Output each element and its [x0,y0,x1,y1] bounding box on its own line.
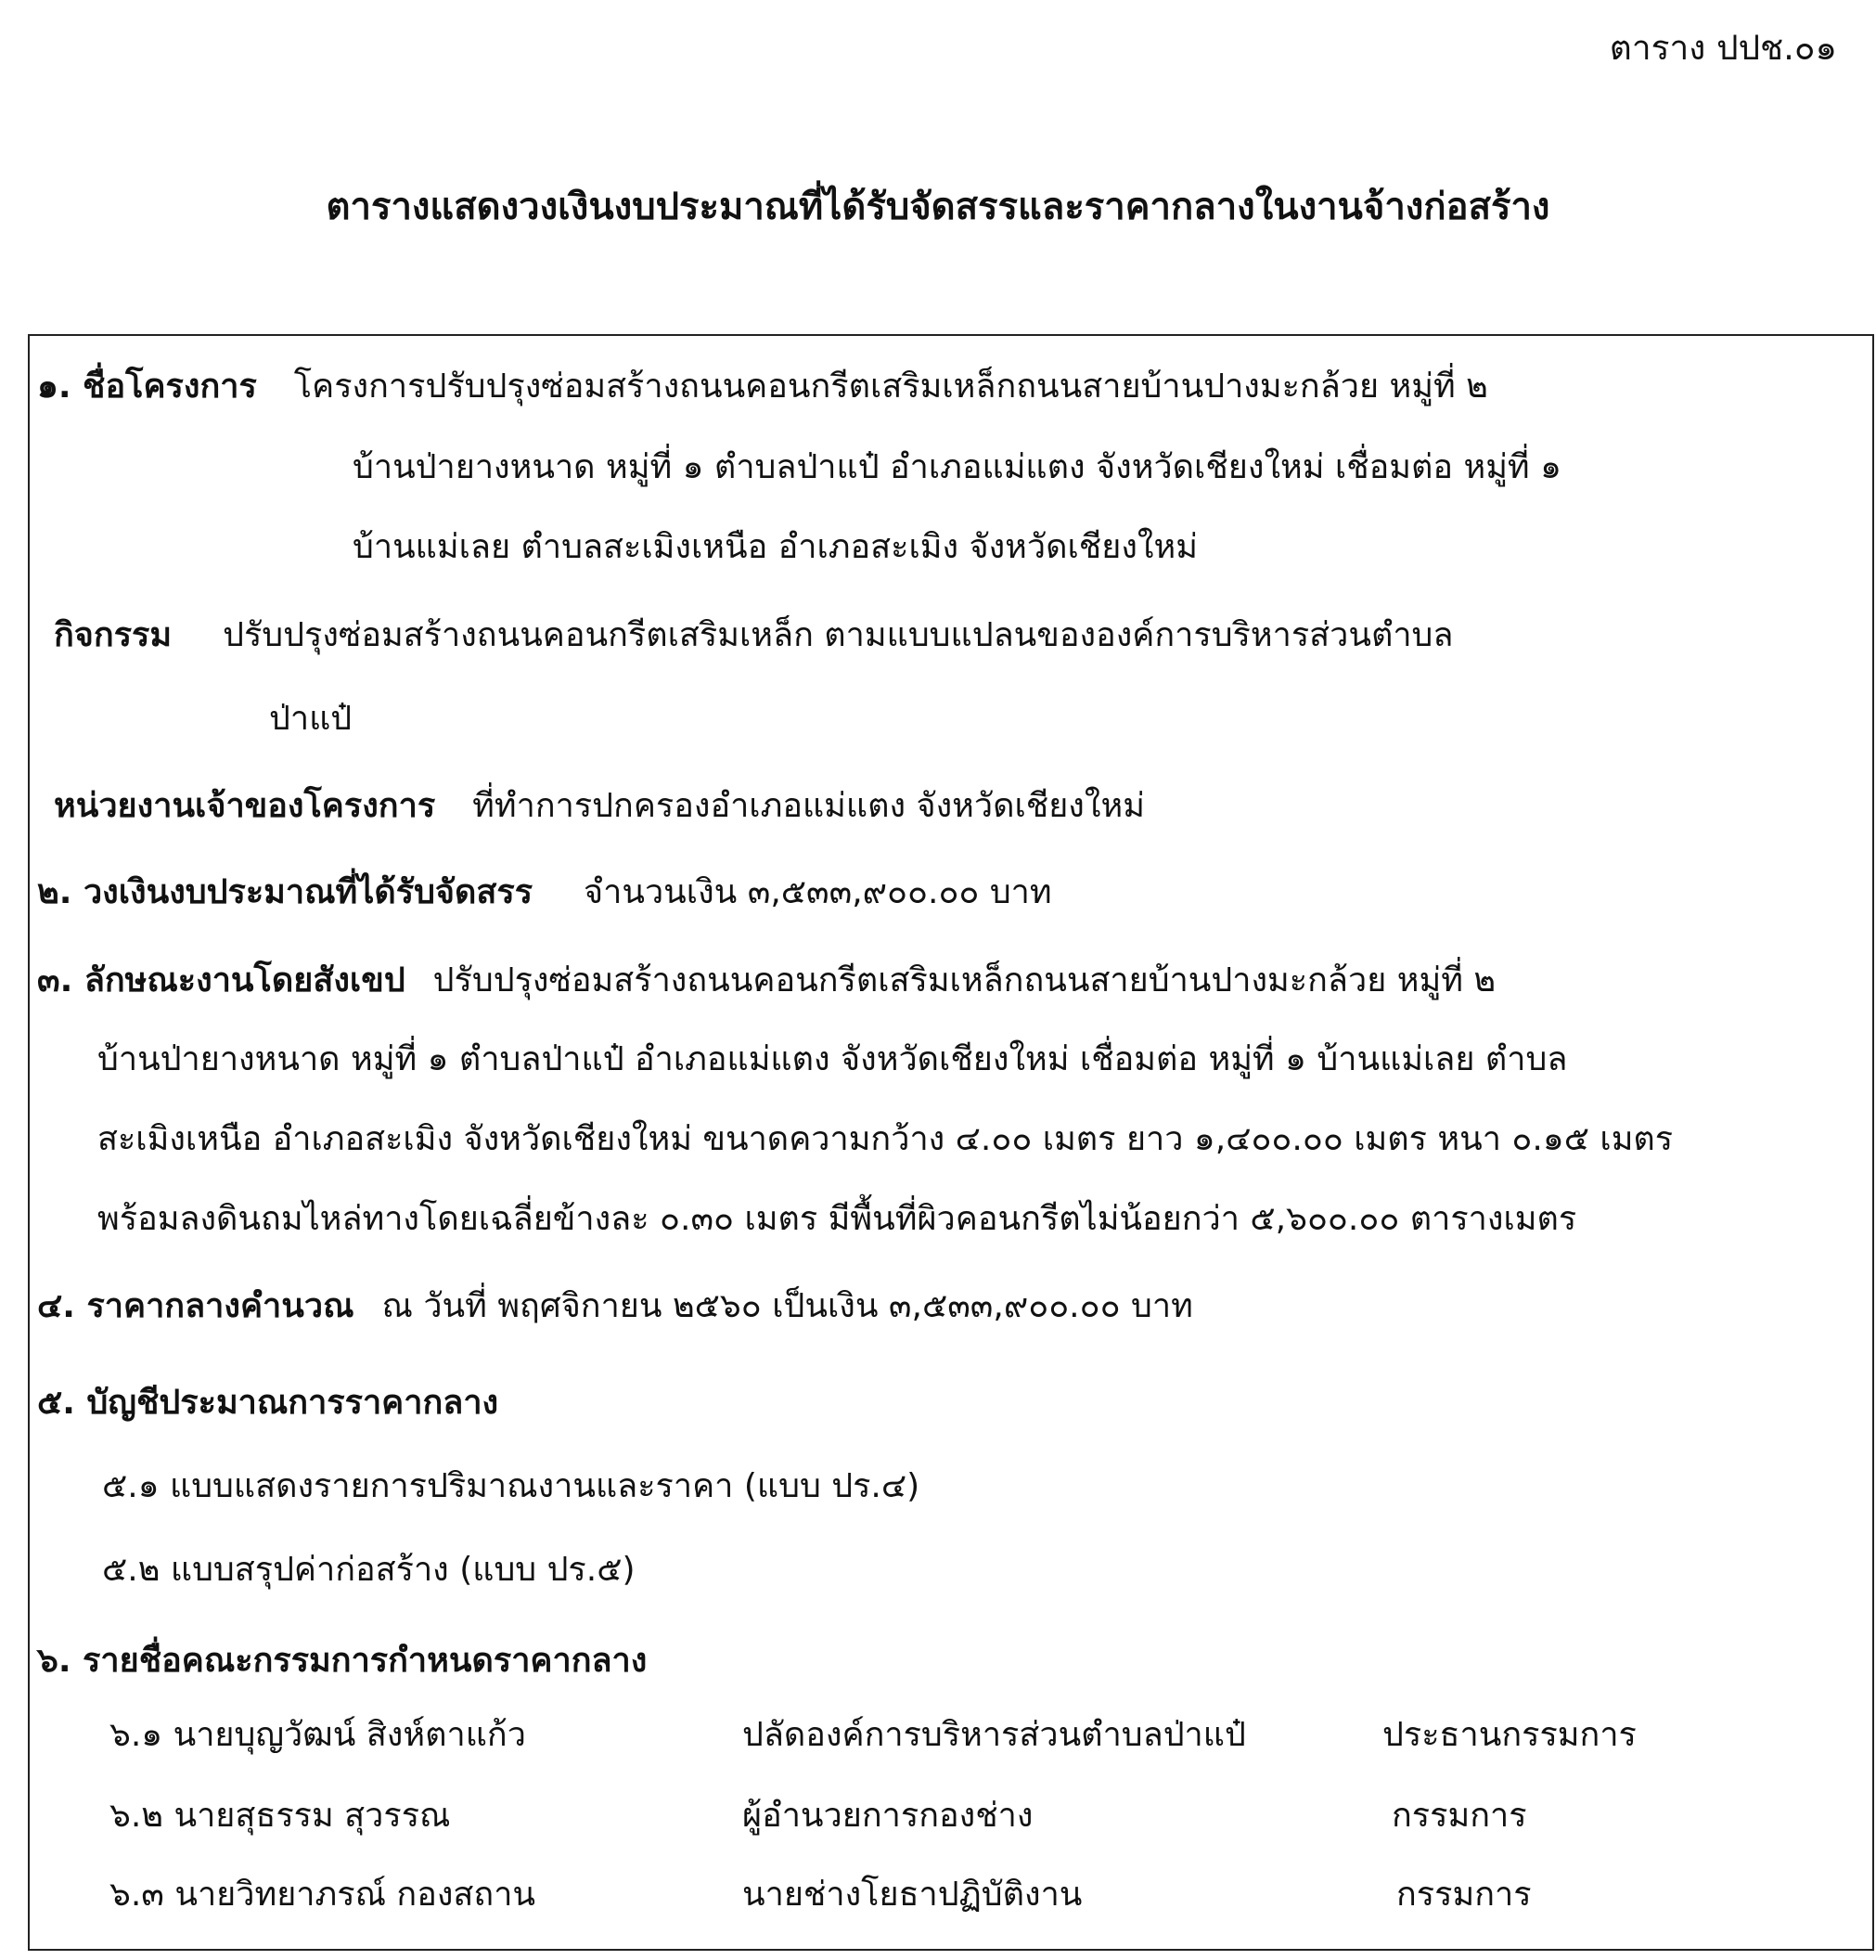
section1-line: บ้านป่ายางหนาด หมู่ที่ ๑ ตำบลป่าแป๋ อำเภอแม่แตง จังหวัดเชียงใหม่ เชื่อมต่อ หมู่ที่ ๑ [353,448,1561,486]
member-position: ปลัดองค์การบริหารส่วนตำบลป่าแป๋ [742,1716,1246,1754]
member-name: ๖.๒ นายสุธรรม สุวรรณ [109,1797,451,1835]
member-role: กรรมการ [1396,1876,1532,1914]
member-position: ผู้อำนวยการกองช่าง [742,1797,1034,1835]
section3-label: ๓. ลักษณะงานโดยสังเขป [37,961,405,999]
section3-line: สะเมิงเหนือ อำเภอสะเมิง จังหวัดเชียงใหม่ ขนาดความกว้าง ๔.๐๐ เมตร ยาว ๑,๔๐๐.๐๐ เมตร หนา ๐.๑๕ เมตร [97,1120,1674,1158]
owner-row [54,786,1145,827]
section4-label: ๔. ราคากลางคำนวณ [37,1287,354,1325]
section3-line: ปรับปรุงซ่อมสร้างถนนคอนกรีตเสริมเหล็กถนนสายบ้านปางมะกล้วย หมู่ที่ ๒ [432,961,1497,999]
section5-item: ๕.๒ แบบสรุปค่าก่อสร้าง (แบบ ปร.๕) [102,1551,636,1589]
section3-line: บ้านป่ายางหนาด หมู่ที่ ๑ ตำบลป่าแป๋ อำเภอแม่แตง จังหวัดเชียงใหม่ เชื่อมต่อ หมู่ที่ ๑ บ้านแม่เลย ตำบล [97,1040,1568,1078]
activity-row [54,615,1453,656]
section1-label: ๑. ชื่อโครงการ [37,368,257,406]
activity-line: ป่าแป๋ [269,700,353,738]
section6-label: ๖. รายชื่อคณะกรรมการกำหนดราคากลาง [37,1642,648,1680]
section5-label: ๕. บัญชีประมาณการราคากลาง [37,1384,499,1422]
owner-label: หน่วยงานเจ้าของโครงการ [54,787,436,825]
section1-line: โครงการปรับปรุงซ่อมสร้างถนนคอนกรีตเสริมเหล็กถนนสายบ้านปางมะกล้วย หมู่ที่ ๒ [293,368,1488,406]
section4-row [37,1286,1193,1327]
form-code: ตาราง ปปช.๐๑ [1609,28,1837,68]
document-title: ตารางแสดงวงเงินงบประมาณที่ได้รับจัดสรรและราคากลางในงานจ้างก่อสร้าง [326,186,1550,228]
member-name: ๖.๓ นายวิทยาภรณ์ กองสถาน [109,1876,536,1914]
section3-line: พร้อมลงดินถมไหล่ทางโดยเฉลี่ยข้างละ ๐.๓๐ เมตร มีพื้นที่ผิวคอนกรีตไม่น้อยกว่า ๕,๖๐๐.๐๐ ตารางเมตร [97,1200,1577,1238]
section1-row [37,367,1488,407]
member-position: นายช่างโยธาปฏิบัติงาน [742,1876,1083,1914]
section2-label: ๒. วงเงินงบประมาณที่ได้รับจัดสรร [37,873,533,911]
activity-line: ปรับปรุงซ่อมสร้างถนนคอนกรีตเสริมเหล็ก ตามแบบแปลนขององค์การบริหารส่วนตำบล [223,616,1454,654]
section4-value: ณ วันที่ พฤศจิกายน ๒๕๖๐ เป็นเงิน ๓,๕๓๓,๙๐๐.๐๐ บาท [381,1287,1193,1325]
member-name: ๖.๑ นายบุญวัฒน์ สิงห์ตาแก้ว [109,1716,526,1754]
section2-value: จำนวนเงิน ๓,๕๓๓,๙๐๐.๐๐ บาท [584,873,1052,911]
owner-value: ที่ทำการปกครองอำเภอแม่แตง จังหวัดเชียงใหม่ [472,787,1145,825]
section5-item: ๕.๑ แบบแสดงรายการปริมาณงานและราคา (แบบ ปร.๔) [102,1467,920,1505]
section2-row [37,872,1052,913]
section3-row [37,961,1496,1001]
member-role: กรรมการ [1392,1797,1527,1835]
section1-line: บ้านแม่เลย ตำบลสะเมิงเหนือ อำเภอสะเมิง จังหวัดเชียงใหม่ [353,528,1198,566]
member-role: ประธานกรรมการ [1382,1716,1637,1754]
activity-label: กิจกรรม [54,616,173,654]
